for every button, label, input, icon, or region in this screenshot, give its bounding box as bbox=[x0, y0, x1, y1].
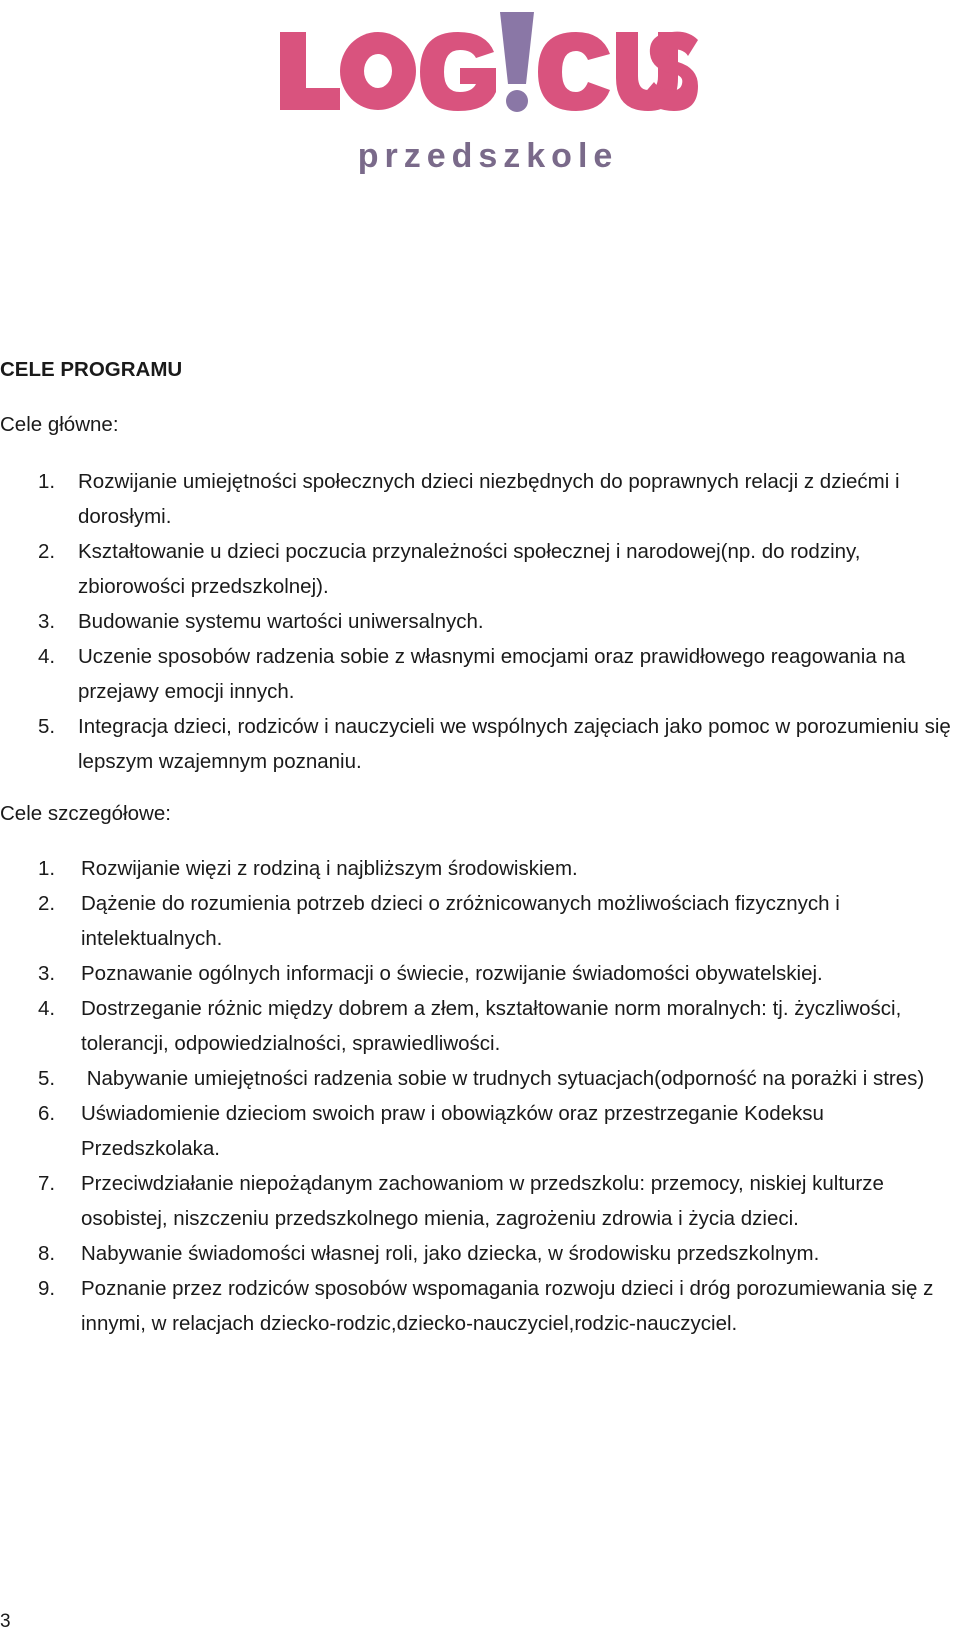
list-text: Dostrzeganie różnic między dobrem a złem, kształtowanie norm moralnych: tj. życzliwości, tolerancji, odpowiedzialności, sprawiedliwości. bbox=[81, 997, 902, 1055]
list-text: Uświadomienie dzieciom swoich praw i obowiązków oraz przestrzeganie Kodeksu Przedszkolaka. bbox=[81, 1102, 824, 1160]
list-item bbox=[0, 639, 960, 709]
list-text: Dążenie do rozumienia potrzeb dzieci o zróżnicowanych możliwościach fizycznych i intelektualnych. bbox=[81, 892, 840, 950]
list-number: 4. bbox=[38, 997, 56, 1020]
list-text: Przeciwdziałanie niepożądanym zachowaniom w przedszkolu: przemocy, niskiej kulturze osobistej, niszczeniu przedszkolnego mienia, zagrożeniu zdrowia i życia dzieci. bbox=[81, 1172, 884, 1230]
list-item bbox=[0, 886, 960, 956]
main-goals-label: Cele główne: bbox=[0, 413, 119, 436]
document-body bbox=[0, 352, 960, 1341]
list-item bbox=[0, 991, 960, 1061]
list-item bbox=[0, 1166, 960, 1236]
list-number: 5. bbox=[38, 1067, 56, 1090]
list-text: Nabywanie umiejętności radzenia sobie w trudnych sytuacjach(odporność na porażki i stres) bbox=[81, 1067, 925, 1090]
list-item bbox=[0, 534, 960, 604]
list-number: 2. bbox=[38, 540, 56, 563]
list-text: Poznawanie ogólnych informacji o świecie, rozwijanie świadomości obywatelskiej. bbox=[81, 962, 823, 985]
list-item bbox=[0, 1271, 960, 1341]
list-number: 4. bbox=[38, 645, 56, 668]
list-text: Kształtowanie u dzieci poczucia przynależności społecznej i narodowej(np. do rodziny, zbiorowości przedszkolnej). bbox=[78, 540, 861, 598]
list-number: 7. bbox=[38, 1172, 56, 1195]
page-number: 3 bbox=[0, 1611, 11, 1632]
list-number: 6. bbox=[38, 1102, 56, 1125]
list-item bbox=[0, 1096, 960, 1166]
list-number: 9. bbox=[38, 1277, 56, 1300]
list-item bbox=[0, 956, 960, 991]
list-text: Integracja dzieci, rodziców i nauczycieli we wspólnych zajęciach jako pomoc w porozumieniu się lepszym wzajemnym poznaniu. bbox=[78, 715, 951, 773]
list-text: Uczenie sposobów radzenia sobie z własnymi emocjami oraz prawidłowego reagowania na przejawy emocji innych. bbox=[78, 645, 906, 703]
detailed-goals-label: Cele szczegółowe: bbox=[0, 802, 171, 825]
list-item bbox=[0, 464, 960, 534]
list-number: 3. bbox=[38, 610, 56, 633]
list-text: Poznanie przez rodziców sposobów wspomagania rozwoju dzieci i dróg porozumiewania się z innymi, w relacjach dziecko-rodzic,dziecko-nauczyciel,rodzic-nauczyciel. bbox=[81, 1277, 934, 1335]
list-item bbox=[0, 709, 960, 779]
list-number: 5. bbox=[38, 715, 56, 738]
list-text: Rozwijanie umiejętności społecznych dzieci niezbędnych do poprawnych relacji z dziećmi i dorosłymi. bbox=[78, 470, 900, 528]
logicus-logo bbox=[280, 10, 700, 175]
list-number: 8. bbox=[38, 1242, 56, 1265]
detailed-goals-list bbox=[0, 851, 960, 1341]
list-item bbox=[0, 851, 960, 886]
list-number: 3. bbox=[38, 962, 56, 985]
list-text: Budowanie systemu wartości uniwersalnych. bbox=[78, 610, 484, 633]
list-text: Nabywanie świadomości własnej roli, jako dziecka, w środowisku przedszkolnym. bbox=[81, 1242, 820, 1265]
list-item bbox=[0, 1236, 960, 1271]
page-heading: CELE PROGRAMU bbox=[0, 358, 183, 381]
list-item bbox=[0, 1061, 960, 1096]
list-number: 1. bbox=[38, 470, 56, 493]
main-goals-list bbox=[0, 464, 960, 779]
list-number: 2. bbox=[38, 892, 56, 915]
logo-subtitle: przedszkole bbox=[357, 137, 619, 175]
list-text: Rozwijanie więzi z rodziną i najbliższym środowiskiem. bbox=[81, 857, 578, 880]
list-item bbox=[0, 604, 960, 639]
list-number: 1. bbox=[38, 857, 56, 880]
